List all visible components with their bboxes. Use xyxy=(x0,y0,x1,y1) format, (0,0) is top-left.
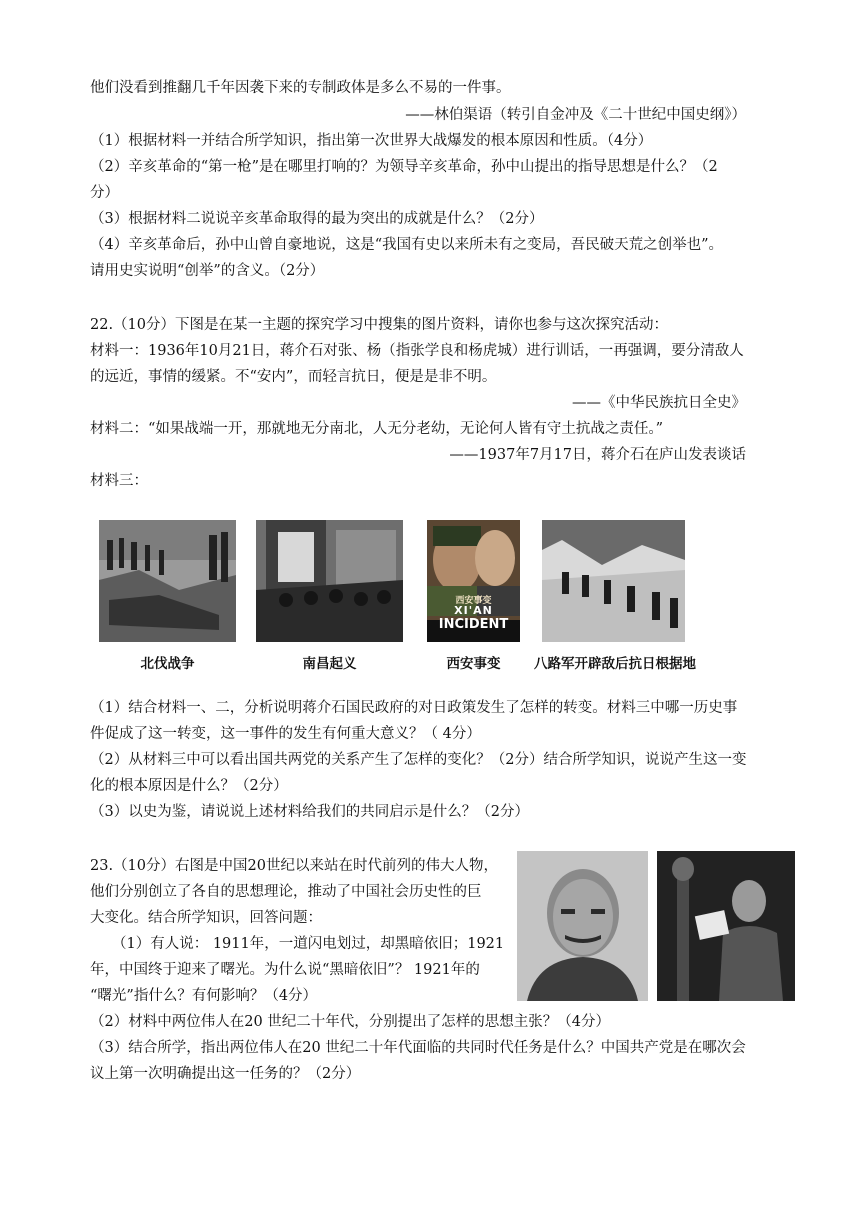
caption-nanchang-uprising: 南昌起义 xyxy=(302,656,357,672)
northern-expedition-photo xyxy=(99,520,236,642)
question-23-heading: 23.（10分）右图是中国20世纪以来站在时代前列的伟大人物， xyxy=(90,858,498,874)
nanchang-uprising-photo xyxy=(256,520,403,642)
question-22-heading: 22.（10分）下图是在某一主题的探究学习中搜集的图片资料，请你也参与这次探究活动： xyxy=(90,317,669,333)
question-22-1: （1）结合材料一、二，分析说明蒋介石国民政府的对日政策发生了怎样的转变。材料三中哪一历史事 xyxy=(90,700,738,716)
question-23-heading-cont: 他们分别创立了各自的思想理论，推动了中国社会历史性的巨 xyxy=(90,884,482,900)
question-22-2: （2）从材料三中可以看出国共两党的关系产生了怎样的变化？（2分）结合所学知识，说说产生这一变 xyxy=(90,752,747,768)
material-source: ——林伯渠语（转引自金冲及《二十世纪中国史纲》） xyxy=(405,107,746,123)
question-23-2: （2）材料中两位伟人在20 世纪二十年代，分别提出了怎样的思想主张？（4分） xyxy=(90,1014,611,1030)
sun-yat-sen-portrait xyxy=(517,851,648,1001)
mao-zedong-photo xyxy=(657,851,795,1001)
caption-xian-incident: 西安事变 xyxy=(446,656,501,672)
poster-banner: 西安事变 xyxy=(455,596,492,606)
question-22-2-cont: 化的根本原因是什么？（2分） xyxy=(90,778,288,794)
question-21-2: （2）辛亥革命的“第一枪”是在哪里打响的？为领导辛亥革命，孙中山提出的指导思想是什么？（2 xyxy=(90,159,718,175)
question-23-1-cont2: “曙光”指什么？有何影响？（4分） xyxy=(90,988,318,1004)
eighth-route-army-photo xyxy=(542,520,685,642)
material-one: 材料一：1936年10月21日，蒋介石对张、杨（指张学良和杨虎城）进行训话，一再强调，要分清敌人 xyxy=(90,343,744,359)
question-23-heading-cont2: 大变化。结合所学知识，回答问题： xyxy=(90,910,322,926)
poster-title-line1: XI'AN xyxy=(454,604,493,617)
poster-title-line2: INCIDENT xyxy=(438,617,509,632)
question-21-1: （1）根据材料一并结合所学知识，指出第一次世界大战爆发的根本原因和性质。（4分） xyxy=(90,133,653,149)
material-three-label: 材料三： xyxy=(90,473,148,489)
question-21-4: （4）辛亥革命后，孙中山曾自豪地说，这是“我国有史以来所未有之变局，吾民破天荒之创举也”。 xyxy=(90,237,724,253)
question-23-3-cont: 议上第一次明确提出这一任务的？（2分） xyxy=(90,1066,361,1082)
material-one-cont: 的远近，事情的缓紧。不“安内”，而轻言抗日，便是是非不明。 xyxy=(90,369,497,385)
material-text-line: 他们没看到推翻几千年因袭下来的专制政体是多么不易的一件事。 xyxy=(90,80,511,96)
xian-incident-poster xyxy=(427,520,520,642)
caption-northern-expedition: 北伐战争 xyxy=(140,656,195,672)
question-23-1-cont: 年，中国终于迎来了曙光。为什么说“黑暗依旧”？ 1921年的 xyxy=(90,962,480,978)
material-one-source: ——《中华民族抗日全史》 xyxy=(572,395,746,411)
question-21-3: （3）根据材料二说说辛亥革命取得的最为突出的成就是什么？（2分） xyxy=(90,211,544,227)
question-22-3: （3）以史为鉴，请说说上述材料给我们的共同启示是什么？（2分） xyxy=(90,804,529,820)
question-23-1: （1）有人说： 1911年，一道闪电划过，却黑暗依旧；1921 xyxy=(112,936,505,952)
material-two: 材料二：“如果战端一开，那就地无分南北，人无分老幼，无论何人皆有守土抗战之责任。” xyxy=(90,421,664,437)
material-two-source: ——1937年7月17日，蒋介石在庐山发表谈话 xyxy=(449,447,746,463)
caption-eighth-route-army: 八路军开辟敌后抗日根据地 xyxy=(534,656,696,672)
question-22-1-cont: 件促成了这一转变，这一事件的发生有何重大意义？（ 4分） xyxy=(90,726,481,742)
question-21-4-cont: 请用史实说明“创举”的含义。（2分） xyxy=(90,263,325,279)
question-21-2-cont: 分） xyxy=(90,185,119,201)
question-23-3: （3）结合所学，指出两位伟人在20 世纪二十年代面临的共同时代任务是什么？中国共产党是在哪次会 xyxy=(90,1040,746,1056)
